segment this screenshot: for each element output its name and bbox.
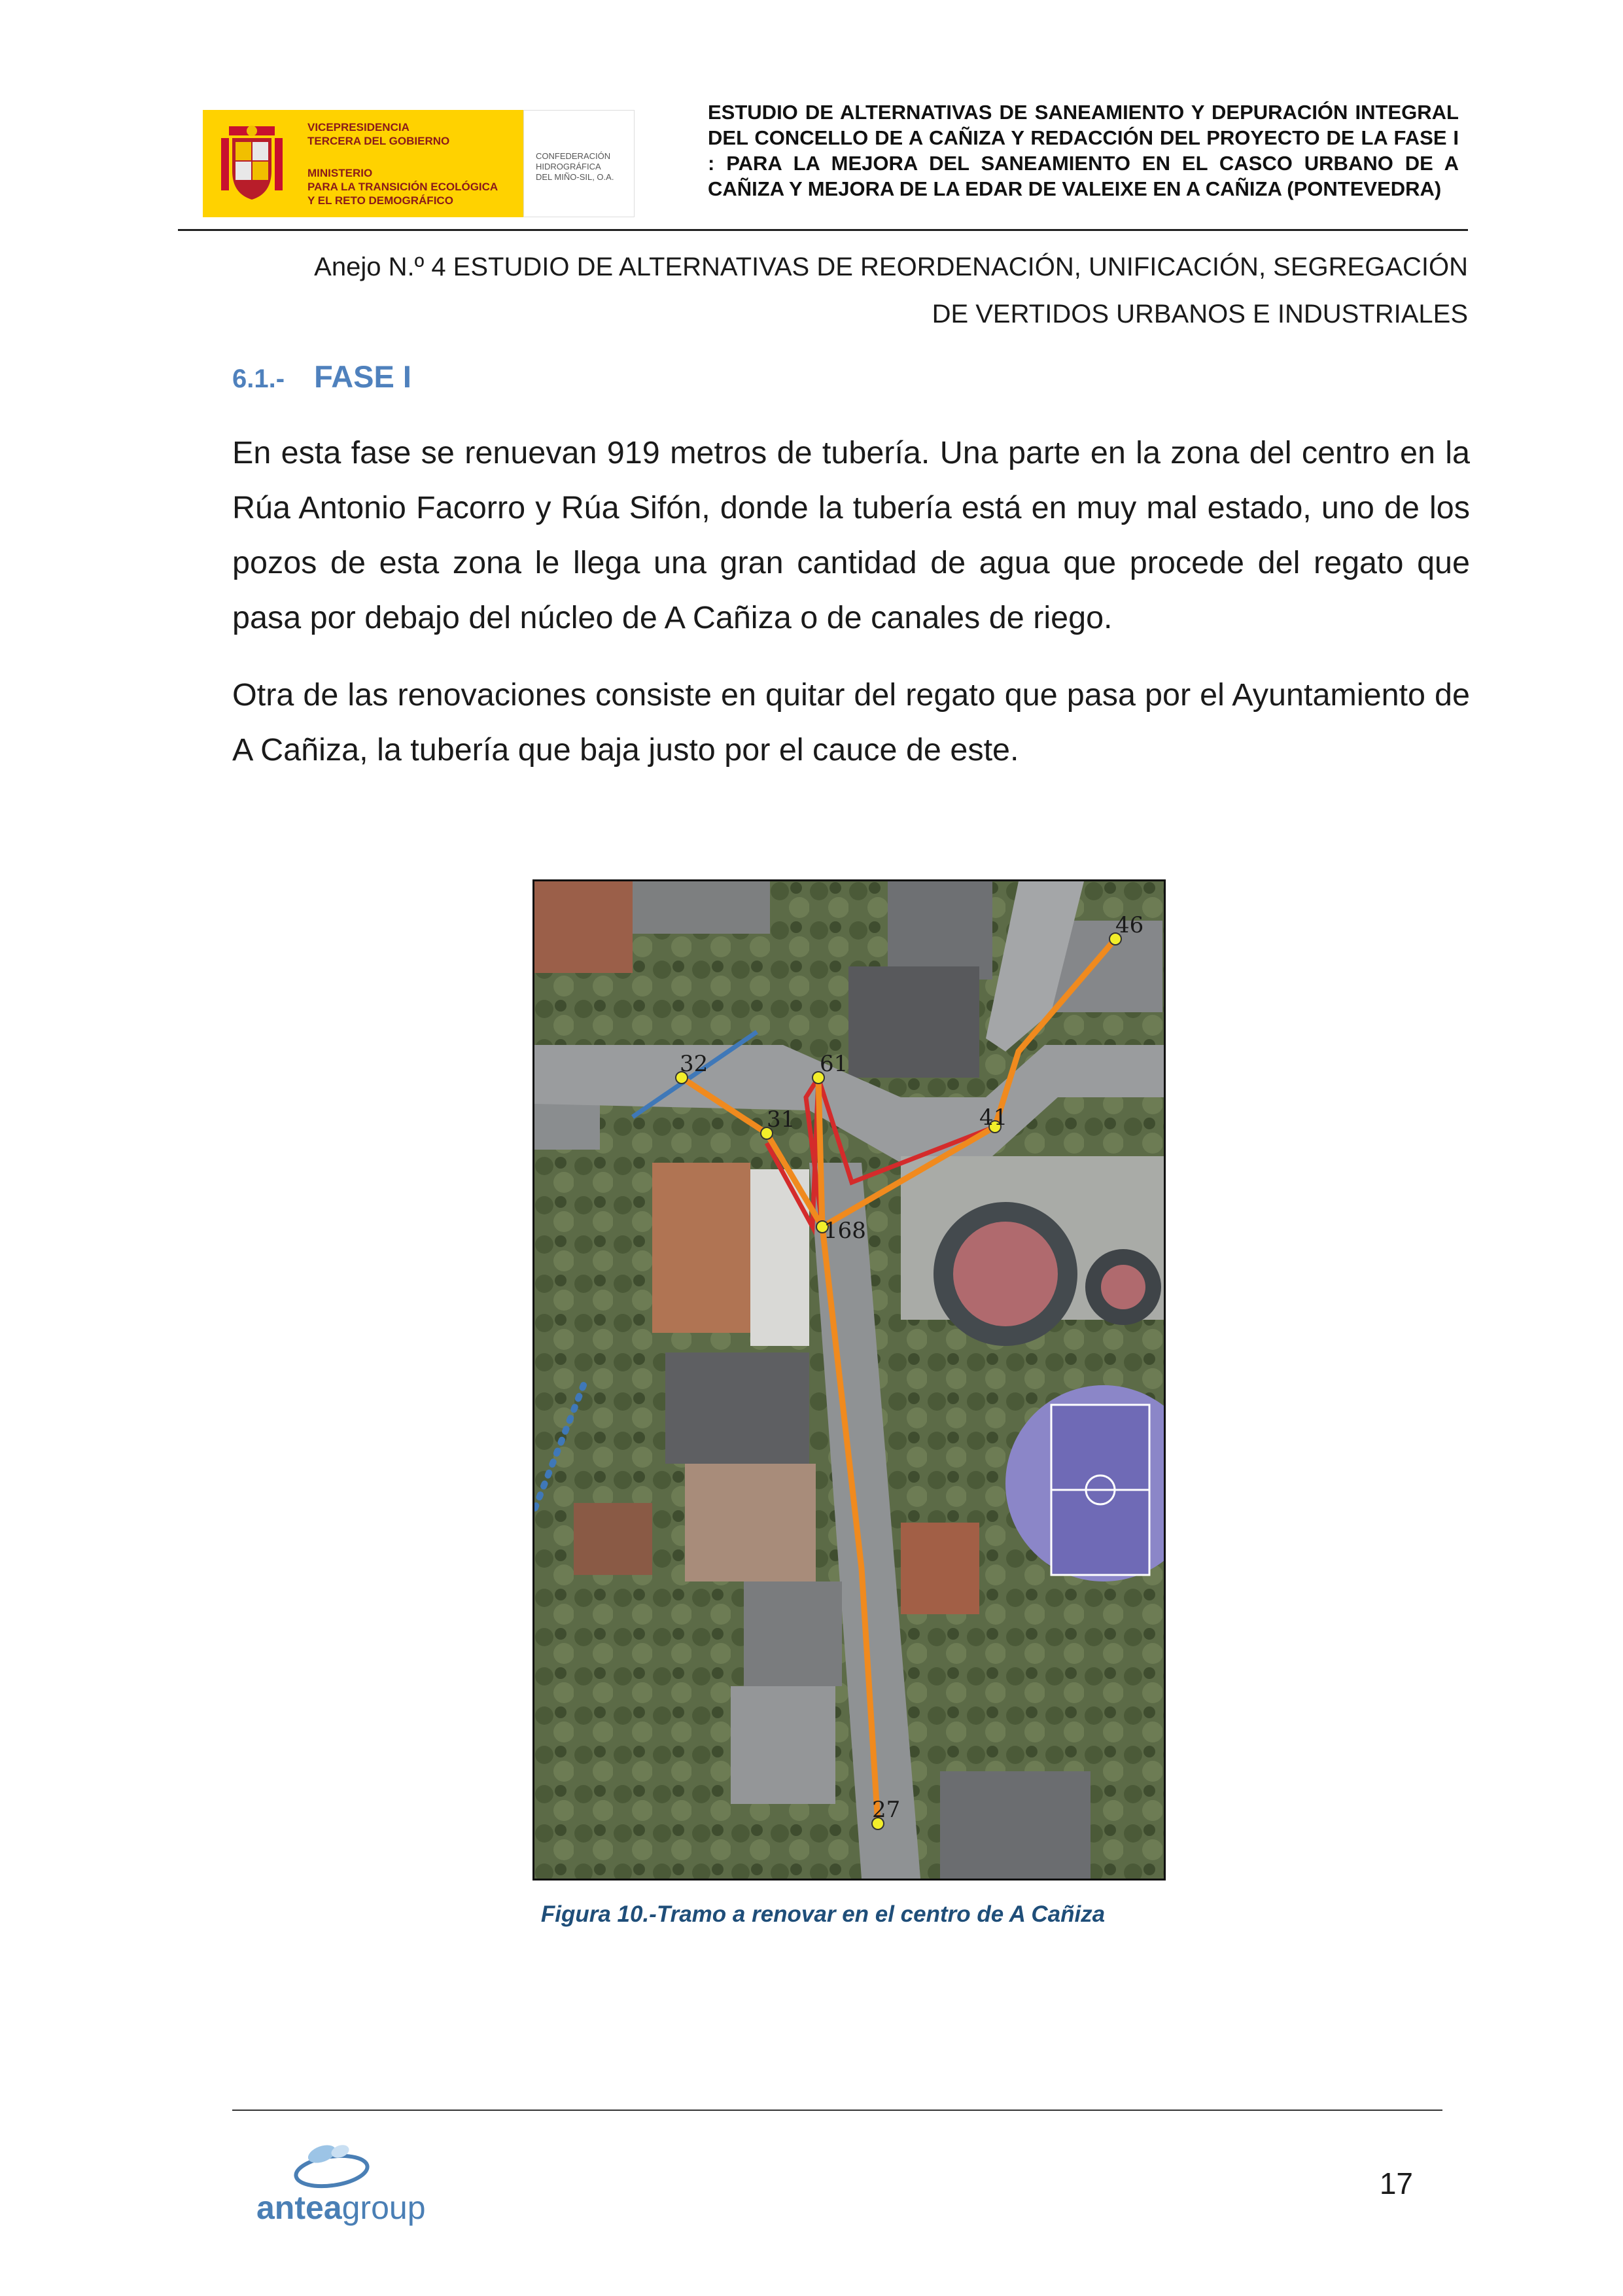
building-row [731,1686,835,1804]
node-label-27: 27 [872,1797,901,1823]
conf-line-1: CONFEDERACIÓN [536,151,611,161]
gov-line-1: VICEPRESIDENCIA [307,121,410,133]
logo-word-antea: antea [256,2189,342,2226]
building [901,1523,979,1614]
node-label-61: 61 [820,1051,848,1077]
gov-line-5: Y EL RETO DEMOGRÁFICO [307,194,453,207]
section-number: 6.1.- [232,364,285,393]
building-row [665,1352,809,1464]
renewal-pipe [818,1078,822,1227]
building-row [750,1169,809,1346]
conf-line-2: HIDROGRÁFICA [536,162,601,171]
node-label-168: 168 [824,1218,866,1244]
building-row [685,1464,816,1581]
figure-caption: Figura 10.-Tramo a renovar en el centro de A Cañiza [540,1901,1106,1927]
aerial-map-figure [532,879,1166,1881]
round-plaza-inner [1101,1265,1145,1309]
node-label-31: 31 [767,1106,795,1133]
building [534,881,633,973]
gov-line-4: PARA LA TRANSICIÓN ECOLÓGICA [307,181,498,193]
annex-title [178,243,1468,338]
footer-divider [232,2110,1442,2111]
antea-group-wordmark [256,2189,426,2227]
building [574,1503,652,1575]
building [848,966,979,1078]
building [888,881,992,980]
page-number: 17 [1379,2166,1413,2200]
section-title: FASE I [314,359,411,394]
conf-line-3: DEL MIÑO-SIL, O.A. [536,172,614,182]
coat-of-arms-icon [203,110,301,217]
building-row [652,1163,750,1333]
node-label-46: 46 [1115,912,1144,938]
gov-line-3: MINISTERIO [307,167,373,179]
document-title: ESTUDIO DE ALTERNATIVAS DE SANEAMIENTO Y DEPURACIÓN INTEGRAL DEL CONCELLO DE A CAÑIZA Y REDACCIÓN DEL PROYECTO DE LA FASE I : PARA LA MEJORA DEL SANEAMIENTO EN EL CASCO URBANO DE A CAÑIZA Y MEJORA DE LA EDAR DE VALEIXE EN A CAÑIZA (PONTEVEDRA) [708,101,1459,200]
annex-line-2: DE VERTIDOS URBANOS E INDUSTRIALES [932,300,1468,328]
node-label-41: 41 [979,1104,1008,1131]
building [633,881,770,934]
gov-line-2: TERCERA DEL GOBIERNO [307,135,450,147]
round-plaza-inner [953,1222,1058,1326]
header-divider [178,229,1468,231]
confederation-logo [523,110,635,217]
aerial-map [534,881,1164,1879]
section-heading [232,359,411,395]
paragraph-2: Otra de las renovaciones consiste en quitar del regato que pasa por el Ayuntamiento de A Cañiza, la tubería que baja justo por el cauce de este. [232,677,1470,768]
node-label-32: 32 [680,1051,708,1077]
paragraph-1: En esta fase se renuevan 919 metros de tubería. Una parte en la zona del centro en la Rúa Antonio Facorro y Rúa Sifón, donde la tubería está en muy mal estado, uno de los pozos de esta zona le llega una gran cantidad de agua que procede del regato que pasa por debajo del núcleo de A Cañiza o de canales de riego. [232,435,1470,635]
building [940,1771,1091,1879]
logo-word-group: group [341,2189,426,2226]
building-row [744,1581,842,1686]
annex-line-1: Anejo N.º 4 ESTUDIO DE ALTERNATIVAS DE REORDENACIÓN, UNIFICACIÓN, SEGREGACIÓN [314,253,1468,281]
